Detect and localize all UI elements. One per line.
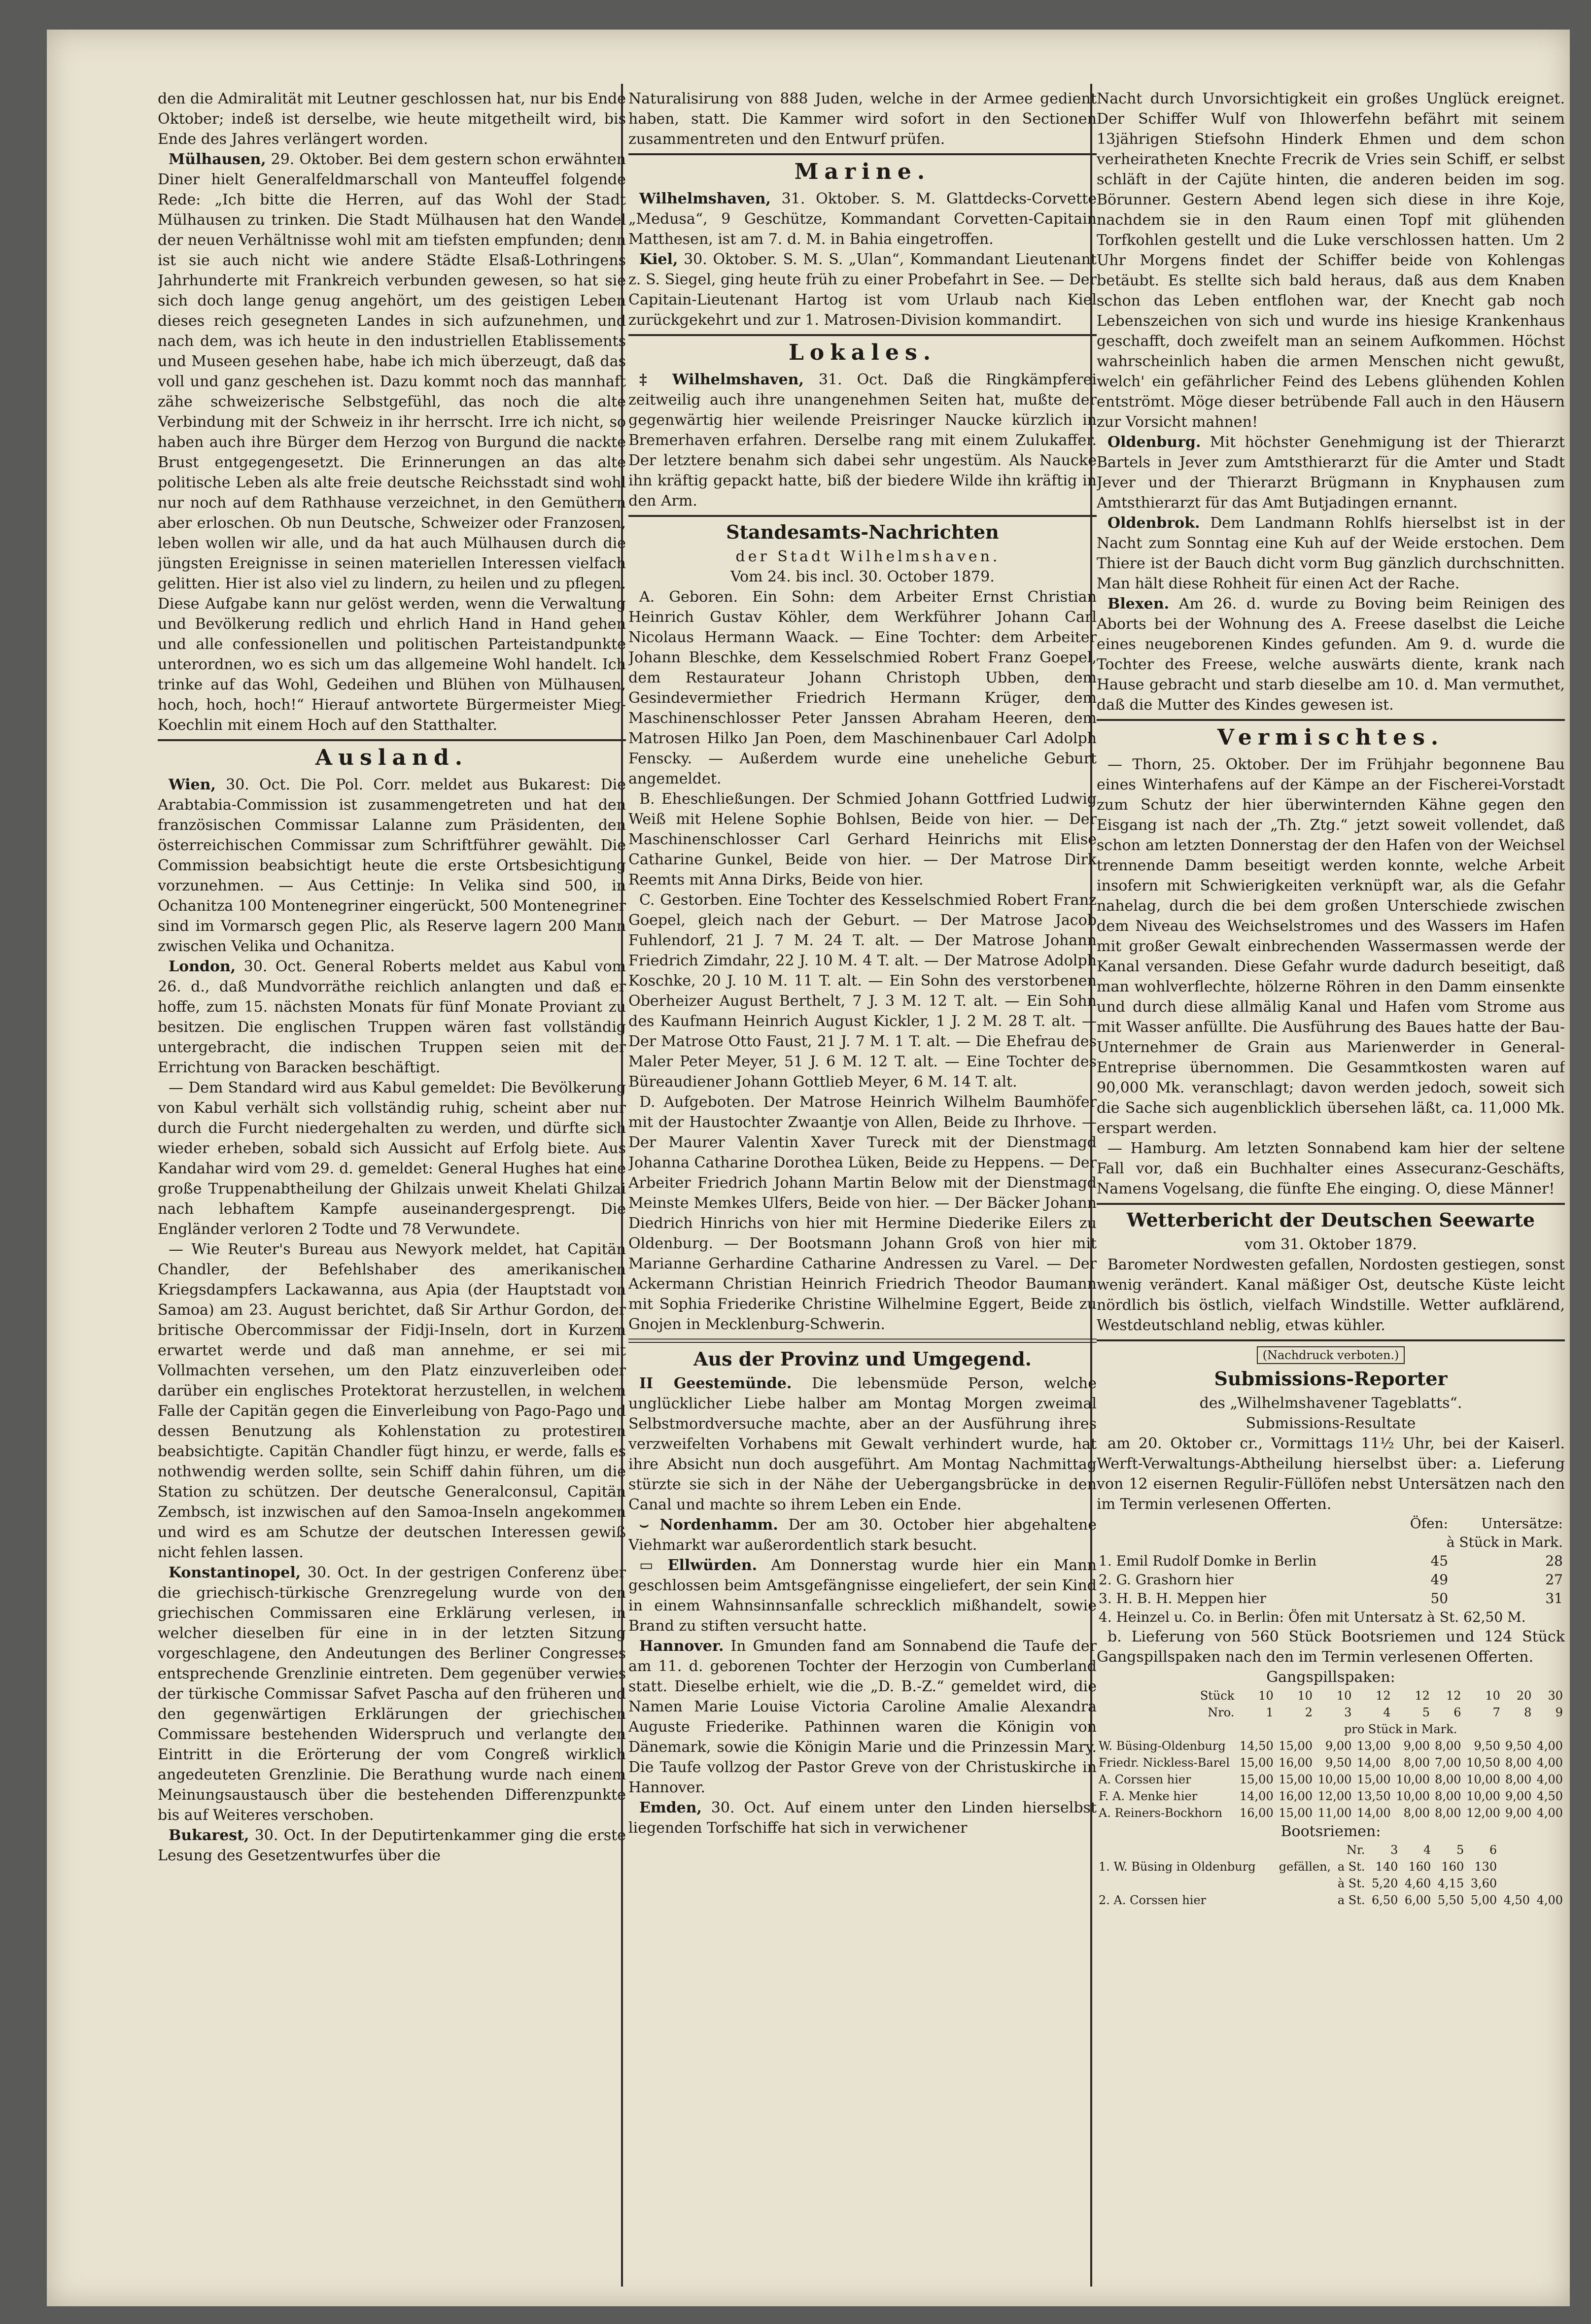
article-muelhausen <box>158 149 626 735</box>
cell: 15,00 <box>1279 1739 1313 1753</box>
cell: 5 <box>1422 1706 1430 1719</box>
cell: 30 <box>1548 1689 1563 1703</box>
cell: 49 <box>1430 1572 1449 1588</box>
article-continuation: Naturalisirung von 888 Juden, welche in der Armee gedient haben, statt. Die Kammer wird sofort in den Sectionen zusammentreten und den Entwurf prüfen. <box>628 90 1097 148</box>
cell: 4,50 <box>1503 1893 1530 1907</box>
gang-table-body <box>1097 1738 1565 1821</box>
newspaper-page <box>47 30 1570 2306</box>
cell: 1 <box>1266 1706 1274 1719</box>
cell: 45 <box>1430 1553 1449 1569</box>
boots-table-body <box>1097 1858 1565 1909</box>
cell: 140 <box>1375 1860 1398 1874</box>
cell: 8,00 <box>1435 1789 1461 1803</box>
cell: 14,50 <box>1240 1739 1274 1753</box>
column-header: Nro. <box>1208 1706 1235 1719</box>
section-heading-provinz: Aus der Provinz und Umgegend. <box>693 1348 1032 1370</box>
bidder: A. Reiners-Bockhorn <box>1099 1806 1223 1820</box>
cell: 31 <box>1545 1590 1563 1606</box>
article-text: 30. Oct. Die Pol. Corr. meldet aus Bukarest: Die Arabtabia-Commission ist zusammengetreten und hat den französischen Commissar Lalanne zum Präsidenten, den österreichischen Commissar zum Schriftführer gewählt. Die Commission beabsichtigt heute die erste Ortsbesichtigung vorzunehmen. — Aus Cettinje: In Velika sind 500, in Ochanitza 100 Montenegriner eingerückt, 500 Montenegriner sind im Vormarsch gegen Plic, als Reserve lagern 200 Mann zwischen Velika und Ochanitza. <box>158 776 626 955</box>
cell: 4,15 <box>1437 1877 1464 1890</box>
divider <box>628 153 1097 155</box>
cell: 12,00 <box>1317 1789 1352 1803</box>
table-header <box>1097 1687 1565 1704</box>
bidder: 2. G. Grashorn hier <box>1099 1572 1234 1588</box>
cell: 16,00 <box>1279 1789 1313 1803</box>
article-hannover <box>628 1636 1097 1798</box>
cell <box>1272 1892 1333 1909</box>
registry-marriages: B. Eheschließungen. Der Schmied Johann Gottfried Ludwig Weiß mit Helene Sophie Bohlsen, Beide von hier. — Der Maschinenschlosser Carl Gerhard Heinrichs mit Elise Catharine Gunkel, Beide von hier. — Der Matrose Dirk Reemts mit Anna Dirks, Beide von hier. <box>628 790 1097 889</box>
cell: 4 <box>1423 1843 1431 1857</box>
cell: 13,50 <box>1356 1789 1391 1803</box>
submissions-results-label: Submissions-Resultate <box>1245 1415 1416 1432</box>
article-text: 31. Oct. Daß die Ringkämpferei zeitweilig auch ihre unangenehmen Seiten hat, mußte der gegenwärtig hier weilende Preisringer Naucke kürzlich in Bremerhaven erfahren. Derselbe rang mit einem Zulukaffer. Der letztere benahm sich dabei sehr ungestüm. Als Naucke ihn kräftig gepackt hatte, biß der biedere Wilde ihn kräftig in den Arm. <box>628 371 1097 510</box>
cell: 50 <box>1430 1590 1449 1606</box>
bidder <box>1097 1875 1272 1892</box>
cell: 8 <box>1524 1706 1532 1719</box>
cell: 15,00 <box>1240 1756 1274 1770</box>
column-left <box>158 89 626 2277</box>
registry-deaths: C. Gestorben. Eine Tochter des Kesselschmied Robert Franz Goepel, gleich nach der Geburt. — Der Matrose Jacob Fuhlendorf, 21 J. 7 M. 24 T. alt. — Der Matrose Johann Friedrich Zimdahr, 22 J. 10 M. 4 T. alt. — Der Matrose Adolph Koschke, 20 J. 10 M. 11 T. alt. — Ein Sohn des verstorbenen Oberheizer August Berthelt, 7 J. 3 M. 12 T. alt. — Ein Sohn des Kaufmann Heinrich August Kickler, 1 J. 2 M. 28 T. alt. — Der Matrose Otto Faust, 21 J. 7 M. 1 T. alt. — Die Ehefrau des Maler Peter Meyer, 51 J. 6 M. 12 T. alt. — Eine Tochter des Büreaudiener Johann Gottlieb Meyer, 6 M. 14 T. alt. <box>628 891 1097 1091</box>
cell: 10,50 <box>1466 1756 1500 1770</box>
article-text: 31. Oktober. S. M. Glattdecks-Corvette „Medusa“, 9 Geschütze, Kommandant Corvetten-Capitain Matthesen, ist am 7. d. M. in Bahia eingetroffen. <box>628 190 1097 248</box>
dateline: Wilhelmshaven, <box>639 190 771 207</box>
section-heading-wetter: Wetterbericht der Deutschen Seewarte <box>1126 1209 1535 1231</box>
article-ringkampf <box>628 370 1097 511</box>
section-subheading: der Stadt Wilhelmshaven. <box>735 548 1001 565</box>
column-header: Nr. <box>1347 1843 1365 1857</box>
table-row <box>1097 1754 1565 1771</box>
table-header <box>1097 1514 1565 1533</box>
article-wilhelmshaven-marine <box>628 189 1097 249</box>
cell: 3 <box>1344 1706 1352 1719</box>
table-header <box>1097 1842 1565 1858</box>
table-header <box>1097 1704 1565 1721</box>
dateline: Mülhausen, <box>169 151 266 168</box>
cell: 10 <box>1258 1689 1274 1703</box>
article-wien <box>158 775 626 957</box>
cell: 10 <box>1485 1689 1500 1703</box>
article-kiel <box>628 249 1097 330</box>
table-row <box>1097 1771 1565 1788</box>
oefen-table <box>1097 1514 1565 1627</box>
cell: 8,00 <box>1435 1806 1461 1820</box>
cell: 9,00 <box>1505 1789 1532 1803</box>
cell: 8,00 <box>1403 1806 1430 1820</box>
cell: 5,50 <box>1437 1893 1464 1907</box>
article-bukarest <box>158 1825 626 1866</box>
cell: 10,00 <box>1396 1773 1430 1786</box>
cell: 6,00 <box>1404 1893 1431 1907</box>
bidder: W. Büsing-Oldenburg <box>1099 1739 1226 1753</box>
article-reuter: — Wie Reuter's Bureau aus Newyork meldet, hat Capitän Chandler, der Befehlshaber des amerikanischen Kriegsdampfers Lackawanna, aus Apia (der Hauptstadt von Samoa) am 23. August berichtet, daß Sir Arthur Gordon, der britische Obercommissar der Fidji-Inseln, dort in Kurzem erwartet werde und daß man annehme, er sei mit Vollmachten versehen, um den Platz einzuverleiben oder darüber ein englisches Protektorat herzustellen, in welchem Falle der Capitän gegen die Einverleibung von Pago-Pago und dessen Benutzung als Kohlenstation zu protestiren beabsichtigte. Capitän Chandler fügt hinzu, er werde, falls es nothwendig werden sollte, sein Schiff dahin führen, um die Station zu schützen. Der deutsche Generalconsul, Capitän Zembsch, ist inzwischen auf den Samoa-Inseln angekommen und wird es am Schutze der deutschen Interessen gewiß nicht fehlen lassen. <box>158 1241 626 1561</box>
cell: 8,00 <box>1505 1756 1532 1770</box>
divider <box>1097 1203 1565 1205</box>
article-oldenburg <box>1097 432 1565 513</box>
table-header <box>1097 1721 1565 1738</box>
divider <box>628 515 1097 517</box>
article-text: 30. Oktober. S. M. S. „Ulan“, Kommandant Lieutenant z. S. Siegel, ging heute früh zu einer Probefahrt in See. — Der Capitain-Lieutenant Hartog ist vom Urlaub nach Kiel zurückgekehrt und zur 1. Matrosen-Division kommandirt. <box>628 251 1097 329</box>
table-row <box>1097 1788 1565 1805</box>
cell: 11,00 <box>1317 1806 1352 1820</box>
section-heading-ausland: Ausland. <box>315 745 469 770</box>
cell: 4,00 <box>1536 1756 1563 1770</box>
divider <box>628 334 1097 336</box>
cell: 6,50 <box>1371 1893 1398 1907</box>
column-header: Untersätze: <box>1481 1515 1563 1532</box>
dateline: II Geestemünde. <box>639 1375 792 1392</box>
cell: 15,00 <box>1356 1773 1391 1786</box>
gang-title: Gangspillspaken: <box>1266 1669 1395 1686</box>
weather-report: Barometer Nordwesten gefallen, Nordosten gestiegen, sonst wenig verändert. Kanal mäßiger Ost, deutsche Küste leicht nördlich bis östlich, vielfach Windstille. Wetter aufklärend, Westdeutschland neblig, etwas kühler. <box>1097 1256 1565 1334</box>
cell: à St. <box>1337 1877 1365 1890</box>
divider <box>628 1338 1097 1343</box>
cell: 4 <box>1383 1706 1391 1719</box>
article-text: In Gmunden fand am Sonnabend die Taufe der am 11. d. geborenen Tochter der Herzogin von Cumberland statt. Dieselbe erhielt, wie die „D. B.-Z.“ gemeldet wird, die Namen Marie Louise Victoria Caroline Amalie Alexandra Auguste Friederike. Pathinnen waren die Königin von Dänemark, sowie die Königin Marie und die Prinzessin Mary. Die Taufe vollzog der Pastor Greve von der Christuskirche in Hannover. <box>628 1638 1097 1796</box>
article-hamburg: — Hamburg. Am letzten Sonnabend kam hier der seltene Fall vor, daß ein Buchhalter eines Assecuranz-Geschäfts, Namens Vogelsang, die fünfte Ehe einging. O, diese Männer! <box>1097 1140 1565 1197</box>
bidder: 1. Emil Rudolf Domke in Berlin <box>1099 1553 1317 1569</box>
article-text: Mit höchster Genehmigung ist der Thierarzt Bartels in Jever zum Amtsthierarzt für die Amter und Stadt Jever und der Thierarzt Brügmann in Knyphausen zum Amtsthierarzt für das Amt Butjadingen ernannt. <box>1097 434 1565 512</box>
section-dates: Vom 24. bis incl. 30. October 1879. <box>730 568 995 585</box>
table-row <box>1097 1552 1565 1571</box>
cell: 15,00 <box>1279 1806 1313 1820</box>
dateline: Blexen. <box>1107 595 1170 613</box>
table-row <box>1097 1858 1565 1875</box>
column-middle <box>628 89 1097 2277</box>
cell: 8,00 <box>1435 1739 1461 1753</box>
cell: 9 <box>1555 1706 1563 1719</box>
dateline: Konstantinopel, <box>169 1564 301 1581</box>
article-continuation: Nacht durch Unvorsichtigkeit ein großes Unglück ereignet. Der Schiffer Wulf von Ihlowerfehn befährt mit seinem 13jährigen Stiefsohn Hinderk Ehmen und dem schon verheiratheten Knechte Frecrik de Vries sein Schiff, er selbst schläft in der Cajüte hinten, die anderen beiden im sog. Börunner. Gestern Abend legen sich diese in ihre Koje, nachdem sie in den Raum einen Topf mit glühenden Torfkohlen gestellt und die Luke verschlossen hatten. Um 2 Uhr Morgens findet der Schiffer beide von Kohlengas betäubt. Es stellte sich bald heraus, daß aus dem Knaben schon das Leben entflohen war, der Knecht gab noch Lebenszeichen von sich und wurde ins hiesige Krankenhaus geschafft, doch zweifelt man an seinem Aufkommen. Höchst wahrscheinlich haben die armen Menschen nicht gewußt, welch' ein gefährlicher Feind des Lebens glühenden Kohlen entströmt. Möge dieser betrübende Fall auch in den Häusern zur Vorsicht mahnen! <box>1097 90 1565 431</box>
section-heading-lokales: Lokales. <box>788 340 937 365</box>
article-geestemuende <box>628 1373 1097 1515</box>
cell: 13,00 <box>1356 1739 1391 1753</box>
submissions-subheading: des „Wilhelmshavener Tageblatts“. <box>1199 1395 1462 1412</box>
boots-table <box>1097 1842 1565 1909</box>
cell: 4,00 <box>1536 1773 1563 1786</box>
cell: a St. <box>1337 1893 1365 1907</box>
cell: 7,00 <box>1435 1756 1461 1770</box>
article-text: 30. Oct. Auf einem unter den Linden hierselbst liegenden Torfschiffe hat sich in verwichener <box>628 1799 1097 1837</box>
cell: 9,50 <box>1474 1739 1500 1753</box>
cell: 3,60 <box>1470 1877 1497 1890</box>
table-row <box>1097 1608 1565 1627</box>
registry-births: A. Geboren. Ein Sohn: dem Arbeiter Ernst Christian Heinrich Gustav Köhler, dem Werkführer Johann Carl Nicolaus Hermann Waack. — Eine Tochter: dem Arbeiter Johann Bleschke, dem Kesselschmied Robert Franz Goepel, dem Restaurateur Johann Christoph Ubben, dem Gesindevermiether Friedrich Hermann Krüger, dem Maschinenschlosser Peter Janssen Abraham Heeren, dem Matrosen Hilko Jan Poen, dem Maschinenbauer Carl Adolph Fenscky. — Außerdem wurde eine uneheliche Geburt angemeldet. <box>628 588 1097 787</box>
dateline: ⌣ Nordenhamm. <box>639 1516 778 1534</box>
cell: 16,00 <box>1240 1806 1274 1820</box>
article-oldenbrok <box>1097 513 1565 594</box>
cell: 160 <box>1441 1860 1464 1874</box>
gang-table <box>1097 1687 1565 1821</box>
cell: 27 <box>1545 1572 1563 1588</box>
bidder: A. Corssen hier <box>1099 1773 1191 1786</box>
dateline: Hannover. <box>639 1638 724 1655</box>
cell: 130 <box>1474 1860 1497 1874</box>
section-heading-vermischtes: Vermischtes. <box>1217 725 1445 750</box>
cell: 12 <box>1415 1689 1430 1703</box>
cell: 4,50 <box>1536 1789 1563 1803</box>
divider <box>1097 1339 1565 1341</box>
cell: 5,00 <box>1470 1893 1497 1907</box>
dateline: ‡ Wilhelmshaven, <box>639 371 804 388</box>
cell: 4,00 <box>1536 1893 1563 1907</box>
cell: 4,60 <box>1404 1877 1431 1890</box>
section-heading-marine: Marine. <box>794 159 931 184</box>
article-london <box>158 957 626 1078</box>
cell: a St. <box>1337 1860 1365 1874</box>
article-text: 30. Oct. In der gestrigen Conferenz über die griechisch-türkische Grenzregelung wurde von den griechischen Commissaren eine Erklärung verlesen, in welcher dieselben für eine in in der letzten Sitzung vorgeschlagene, den Andeutungen des Berliner Congresses entsprechende Grenzlinie eintreten. Dem gegenüber verwies der türkische Commissar Safvet Pascha auf den früheren und den gegenwärtigen Erklärungen der griechischen Commissare bestehenden Widerspruch und verlangte den Eintritt in die Erörterung der vom Congreß wirklich angedeuteten Grenzlinie. Die Berathung wurde nach einem Meinungsaustausch über die bestehenden Differenzpunkte bis auf Weiteres verschoben. <box>158 1564 626 1824</box>
article-nordenhamm <box>628 1515 1097 1555</box>
cell: 7 <box>1492 1706 1500 1719</box>
dateline: Emden, <box>639 1799 702 1816</box>
article-text: 30. Oct. In der Deputirtenkammer ging die erste Lesung des Gesetzentwurfes über die <box>158 1827 626 1864</box>
cell: 3 <box>1390 1843 1398 1857</box>
cell: 10 <box>1297 1689 1313 1703</box>
table-header <box>1097 1533 1565 1552</box>
article-text: Am 26. d. wurde zu Boving beim Reinigen des Aborts bei der Wohnung des A. Freese daselbst die Leiche eines neugeborenen Kindes gefunden. Am 9. d. wurde die Tochter des Freese, welche auswärts diente, krank nach Hause gebracht und starb dieselbe am 10. d. Man vermuthet, daß die Mutter des Kindes gewesen ist. <box>1097 595 1565 714</box>
article-ellwuerden <box>628 1555 1097 1636</box>
column-header: Stück <box>1200 1689 1235 1703</box>
bidder: F. A. Menke hier <box>1099 1789 1198 1803</box>
submission-intro-a: am 20. Oktober cr., Vormittags 11½ Uhr, bei der Kaiserl. Werft-Verwaltungs-Abtheilung hierselbst über: a. Lieferung von 12 eisernen Regulir-Füllöfen nebst Untersätzen nach den im Termin verlesenen Offerten. <box>1097 1435 1565 1513</box>
article-text: Die lebensmüde Person, welche unglücklicher Liebe halber am Montag Morgen zweimal Selbstmordversuche machte, aber an der Ausführung ihres verzweifelten Vorhabens mit Gewalt verhindert wurde, hat ihre Absicht nun doch ausgeführt. Am Montag Nachmittag stürzte sie sich in der Nähe der Uebergangsbrücke in den Canal und machte so ihrem Leben ein Ende. <box>628 1375 1097 1513</box>
article-text: Am Donnerstag wurde hier ein Mann geschlossen beim Amtsgefängnisse eingeliefert, der sein Kind in einem Wahnsinnsanfalle schrecklich mißhandelt, sowie Brand zu stiften versucht hatte. <box>628 1557 1097 1635</box>
table-row <box>1097 1805 1565 1821</box>
cell: 12 <box>1376 1689 1391 1703</box>
cell: 28 <box>1545 1553 1563 1569</box>
cell: 14,00 <box>1240 1789 1274 1803</box>
section-heading-standesamt: Standesamts-Nachrichten <box>726 521 999 543</box>
cell: 4,00 <box>1536 1806 1563 1820</box>
weather-date: vom 31. Oktober 1879. <box>1245 1236 1417 1253</box>
cell <box>1272 1875 1333 1892</box>
cell: 10,00 <box>1396 1789 1430 1803</box>
section-heading-submissions: Submissions-Reporter <box>1214 1367 1448 1390</box>
cell: 6 <box>1453 1706 1461 1719</box>
submission-intro-b: b. Lieferung von 560 Stück Bootsriemen und 124 Stück Gangspillspaken nach den im Termin verlesenen Offerten. <box>1097 1628 1565 1666</box>
bidder: 4. Heinzel u. Co. in Berlin: Öfen mit Untersatz à St. 62,50 M. <box>1099 1609 1526 1625</box>
cell: 10,00 <box>1466 1789 1500 1803</box>
cell: 9,00 <box>1403 1739 1430 1753</box>
article-blexen <box>1097 594 1565 715</box>
article-text: 29. Oktober. Bei dem gestern schon erwähnten Diner hielt Generalfeldmarschall von Manteuffel folgende Rede: „Ich bitte die Herren, auf das Wohl der Stadt Mülhausen zu trinken. Die Stadt Mülhausen hat den Wandel der neuen Verhältnisse wohl mit am tiefsten empfunden; denn ist sie auch nicht wie andere Städte Elsaß-Lothringens Jahrhunderte mit Frankreich verbunden gewesen, so hat sie sich doch lange genug angehört, um des geistigen Leben dieses reich gesegneten Landes in sich aufzunehmen, und nach dem, was ich heute in den industriellen Etablissements und Museen gesehen habe, habe ich mich überzeugt, daß das voll und ganz geschehen ist. Dazu kommt noch das mannhaft zähe schweizerische Selbstgefühl, das noch die alte Verbindung mit der Schweiz in ihr herrscht. Irre ich nicht, so haben auch ihre Bürger dem Herzog von Burgund die nackte Brust entgegengesetzt. Die Erinnerungen an das alte politische Leben als alte freie deutsche Reichsstadt sind wohl nur noch auf dem Rathhause verzeichnet, in den Gemüthern aber erloschen. Ob nun Deutsche, Schweizer oder Franzosen, leben wollen wir alle, und da hat auch Mülhausen durch die jüngsten Ereignisse in seinen materiellen Interessen vielfach gelitten. Hier ist also viel zu lindern, zu heilen und zu pflegen. Diese Aufgabe kann nur gelöst werden, wenn die Verwaltung und Bevölkerung redlich und ehrlich Hand in Hand gehen und alle confessionellen und politischen Parteistandpunkte unterordnen, wo es sich um das allgemeine Wohl handelt. Ich trinke auf das Wohl, Gedeihen und Blühen von Mülhausen, hoch, hoch, hoch!“ Hierauf antwortete Bürgermeister Mieg-Koechlin mit einem Hoch auf den Statthalter. <box>158 151 626 734</box>
dateline: London, <box>169 958 236 975</box>
unit-label: pro Stück in Mark. <box>1344 1722 1457 1736</box>
article-konstantinopel <box>158 1563 626 1825</box>
boots-title: Bootsriemen: <box>1280 1823 1381 1840</box>
cell: 160 <box>1408 1860 1431 1874</box>
bidder: 1. W. Büsing in Oldenburg <box>1099 1860 1256 1874</box>
reprint-notice: (Nachdruck verboten.) <box>1257 1346 1405 1364</box>
column-header: à Stück in Mark. <box>1446 1534 1563 1550</box>
cell: 8,00 <box>1435 1773 1461 1786</box>
article-text: Der am 30. October hier abgehaltene Viehmarkt war außerordentlich stark besucht. <box>628 1516 1097 1554</box>
column-right <box>1097 89 1565 2277</box>
cell: 14,00 <box>1356 1806 1391 1820</box>
bidder: Friedr. Nickless-Barel <box>1099 1756 1230 1770</box>
cell: 5,20 <box>1371 1877 1398 1890</box>
cell: 5 <box>1456 1843 1464 1857</box>
cell: 9,00 <box>1505 1806 1532 1820</box>
cell: 6 <box>1489 1843 1497 1857</box>
cell: 2 <box>1305 1706 1313 1719</box>
registry-banns: D. Aufgeboten. Der Matrose Heinrich Wilhelm Baumhöfer mit der Haustochter Zwaantje von Allen, Beide zu Ihrhove. — Der Maurer Valentin Xaver Tureck mit der Dienstmagd Johanna Catharine Dorothea Lüken, Beide zu Heppens. — Der Arbeiter Friedrich Johann Martin Below mit der Dienstmagd Meinste Memkes Ulfers, Beide von hier. — Der Bäcker Johann Diedrich Hinrichs von hier mit Hermine Diederike Eilers zu Oldenburg. — Der Bootsmann Johann Groß von hier mit Marianne Gerhardine Catharine Andressen zu Varel. — Der Ackermann Christian Heinrich Friedrich Theodor Baumann mit Sophia Friederike Christine Wilhelmine Eggert, Beide zu Gnojen in Mecklenburg-Schwerin. <box>628 1094 1097 1333</box>
bidder: 2. A. Corssen hier <box>1099 1893 1207 1907</box>
dateline: ▭ Ellwürden. <box>639 1557 758 1574</box>
divider <box>158 739 626 741</box>
article-text: Dem Landmann Rohlfs hierselbst ist in der Nacht zum Sonntag eine Kuh auf der Weide erstochen. Dem Thiere ist der Bauch dicht vorm Bug gänzlich durchschnitten. Man hält diese Rohheit für einen Act der Rache. <box>1097 514 1565 592</box>
dateline: Oldenbrok. <box>1107 514 1200 532</box>
dateline: Oldenburg. <box>1107 434 1201 451</box>
cell: 10,00 <box>1466 1773 1500 1786</box>
cell: 15,00 <box>1279 1773 1313 1786</box>
cell: 16,00 <box>1279 1756 1313 1770</box>
bidder: 3. H. B. H. Meppen hier <box>1099 1590 1266 1606</box>
article-continuation: den die Admiralität mit Leutner geschlossen hat, nur bis Ende Oktober; indeß ist derselbe, wie heute mitgetheilt wird, bis Ende des Jahres verlängert worden. <box>158 90 626 148</box>
dateline: Wien, <box>169 776 216 793</box>
table-row <box>1097 1892 1565 1909</box>
cell: 10 <box>1336 1689 1352 1703</box>
cell: 8,00 <box>1505 1773 1532 1786</box>
article-kabul: — Dem Standard wird aus Kabul gemeldet: Die Bevölkerung von Kabul verhält sich vollständig ruhig, scheint aber nur durch die Furcht niedergehalten zu werden, und dürfte sich wieder erheben, sobald sich Aussicht auf Erfolg biete. Aus Kandahar wird vom 29. d. gemeldet: General Hughes hat eine große Truppenabtheilung der Ghilzais unweit Khelati Ghilzai nach lebhaftem Kampfe auseinandergesprengt. Die Engländer verloren 2 Todte und 78 Verwundete. <box>158 1079 626 1238</box>
cell: 9,00 <box>1325 1739 1352 1753</box>
cell: gefällen, <box>1279 1860 1331 1874</box>
article-text: 30. Oct. General Roberts meldet aus Kabul vom 26. d., daß Mundvorräthe reichlich anlangten und daß er hoffe, zum 15. nächsten Monats für fünf Monate Proviant zu besitzen. Die englischen Truppen wären fast vollständig untergebracht, die indischen Truppen seien mit der Errichtung von Baracken beschäftigt. <box>158 958 626 1076</box>
cell: 8,00 <box>1403 1756 1430 1770</box>
cell: 12,00 <box>1466 1806 1500 1820</box>
divider <box>1097 719 1565 721</box>
cell: 14,00 <box>1356 1756 1391 1770</box>
cell: 20 <box>1516 1689 1532 1703</box>
dateline: Bukarest, <box>169 1827 249 1844</box>
table-row <box>1097 1589 1565 1608</box>
cell: 9,50 <box>1505 1739 1532 1753</box>
column-header: Öfen: <box>1410 1515 1449 1532</box>
table-row <box>1097 1571 1565 1589</box>
dateline: Kiel, <box>639 251 678 268</box>
table-row <box>1097 1738 1565 1754</box>
article-emden <box>628 1798 1097 1838</box>
cell: 12 <box>1446 1689 1461 1703</box>
cell: 15,00 <box>1240 1773 1274 1786</box>
reprint-notice-wrap <box>1097 1344 1565 1365</box>
cell: 10,00 <box>1317 1773 1352 1786</box>
table-row <box>1097 1875 1565 1892</box>
cell: 4,00 <box>1536 1739 1563 1753</box>
cell: 9,50 <box>1325 1756 1352 1770</box>
article-thorn: — Thorn, 25. Oktober. Der im Frühjahr begonnene Bau eines Winterhafens auf der Kämpe an der Fischerei-Vorstadt zum Schutz der hier überwinternden Kähne gegen den Eisgang ist nach der „Th. Ztg.“ jetzt soweit vollendet, daß schon am letzten Donnerstag der den Hafen von der Weichsel trennende Damm beseitigt werden konnte, welche Arbeit insofern mit Schwierigkeiten verknüpft war, als die Gefahr nahelag, durch die bei dem großen Unterschiede zwischen dem Niveau des Weichselstromes und des Wassers im Hafen mit großer Gewalt einbrechenden Wassermassen werde der Kanal versanden. Diese Gefahr wurde dadurch beseitigt, daß man wohlverflechte, hölzerne Röhren in den Damm einsenkte und durch diese allmälig Kanal und Hafen vom Strome aus mit Wasser anfüllte. Die Ausführung des Baues hatte der Bau-Unternehmer de Grain aus Marienwerder in General-Entreprise übernommen. Die Gesammtkosten waren auf 90,000 Mk. veranschlagt; davon werden jedoch, soweit sich die Sache sich augenblicklich übersehen läßt, ca. 11,000 Mk. erspart werden. <box>1097 756 1565 1137</box>
